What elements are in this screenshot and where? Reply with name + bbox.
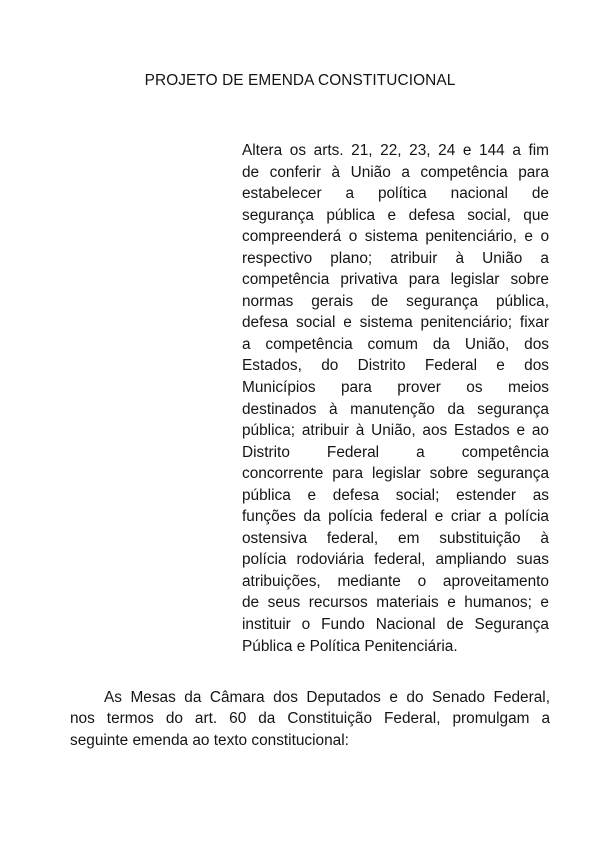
ementa-line: a competência comum da União, dos: [242, 335, 549, 353]
preamble-line: nos termos do art. 60 da Constituição Federal, promulgam a: [70, 710, 550, 728]
ementa-line: Altera os arts. 21, 22, 23, 24 e 144 a fim: [242, 142, 549, 159]
ementa-line: normas gerais de segurança pública,: [242, 292, 549, 310]
ementa-line: pública e defesa social; estender as: [242, 486, 549, 504]
ementa-line: de seus recursos materiais e humanos; e: [242, 594, 549, 612]
ementa-line: Municípios para prover os meios: [242, 379, 549, 397]
ementa-line: Distrito Federal a competência: [242, 443, 549, 461]
ementa-line: compreenderá o sistema penitenciário, e o: [242, 228, 549, 246]
ementa-line: instituir o Fundo Nacional de Segurança: [242, 616, 549, 634]
ementa-block: [242, 140, 549, 657]
ementa-line: atribuições, mediante o aproveitamento: [242, 572, 549, 590]
preamble-line: seguinte emenda ao texto constitucional:: [70, 731, 349, 749]
preamble-paragraph: [70, 687, 550, 751]
ementa-line: destinados à manutenção da segurança: [242, 400, 549, 418]
document-title: PROJETO DE EMENDA CONSTITUCIONAL: [144, 72, 456, 89]
ementa-line: funções da polícia federal e criar a polícia: [242, 508, 549, 526]
ementa-line: competência privativa para legislar sobre: [242, 271, 549, 289]
ementa-line: concorrente para legislar sobre segurança: [242, 465, 549, 483]
ementa-line: Estados, do Distrito Federal e dos: [242, 357, 549, 375]
ementa-line: ostensiva federal, em substituição à: [242, 529, 549, 547]
ementa-line: respectivo plano; atribuir à União a: [242, 249, 549, 267]
ementa-line: de conferir à União a competência para: [242, 163, 549, 181]
preamble-line: As Mesas da Câmara dos Deputados e do Senado Federal,: [104, 689, 550, 706]
ementa-line: pública; atribuir à União, aos Estados e ao: [242, 422, 549, 440]
ementa-line: polícia rodoviária federal, ampliando suas: [242, 551, 549, 569]
ementa-line: segurança pública e defesa social, que: [242, 206, 549, 224]
ementa-line: Pública e Política Penitenciária.: [242, 637, 458, 655]
ementa-line: defesa social e sistema penitenciário; fixar: [242, 314, 549, 332]
ementa-line: estabelecer a política nacional de: [242, 185, 549, 203]
